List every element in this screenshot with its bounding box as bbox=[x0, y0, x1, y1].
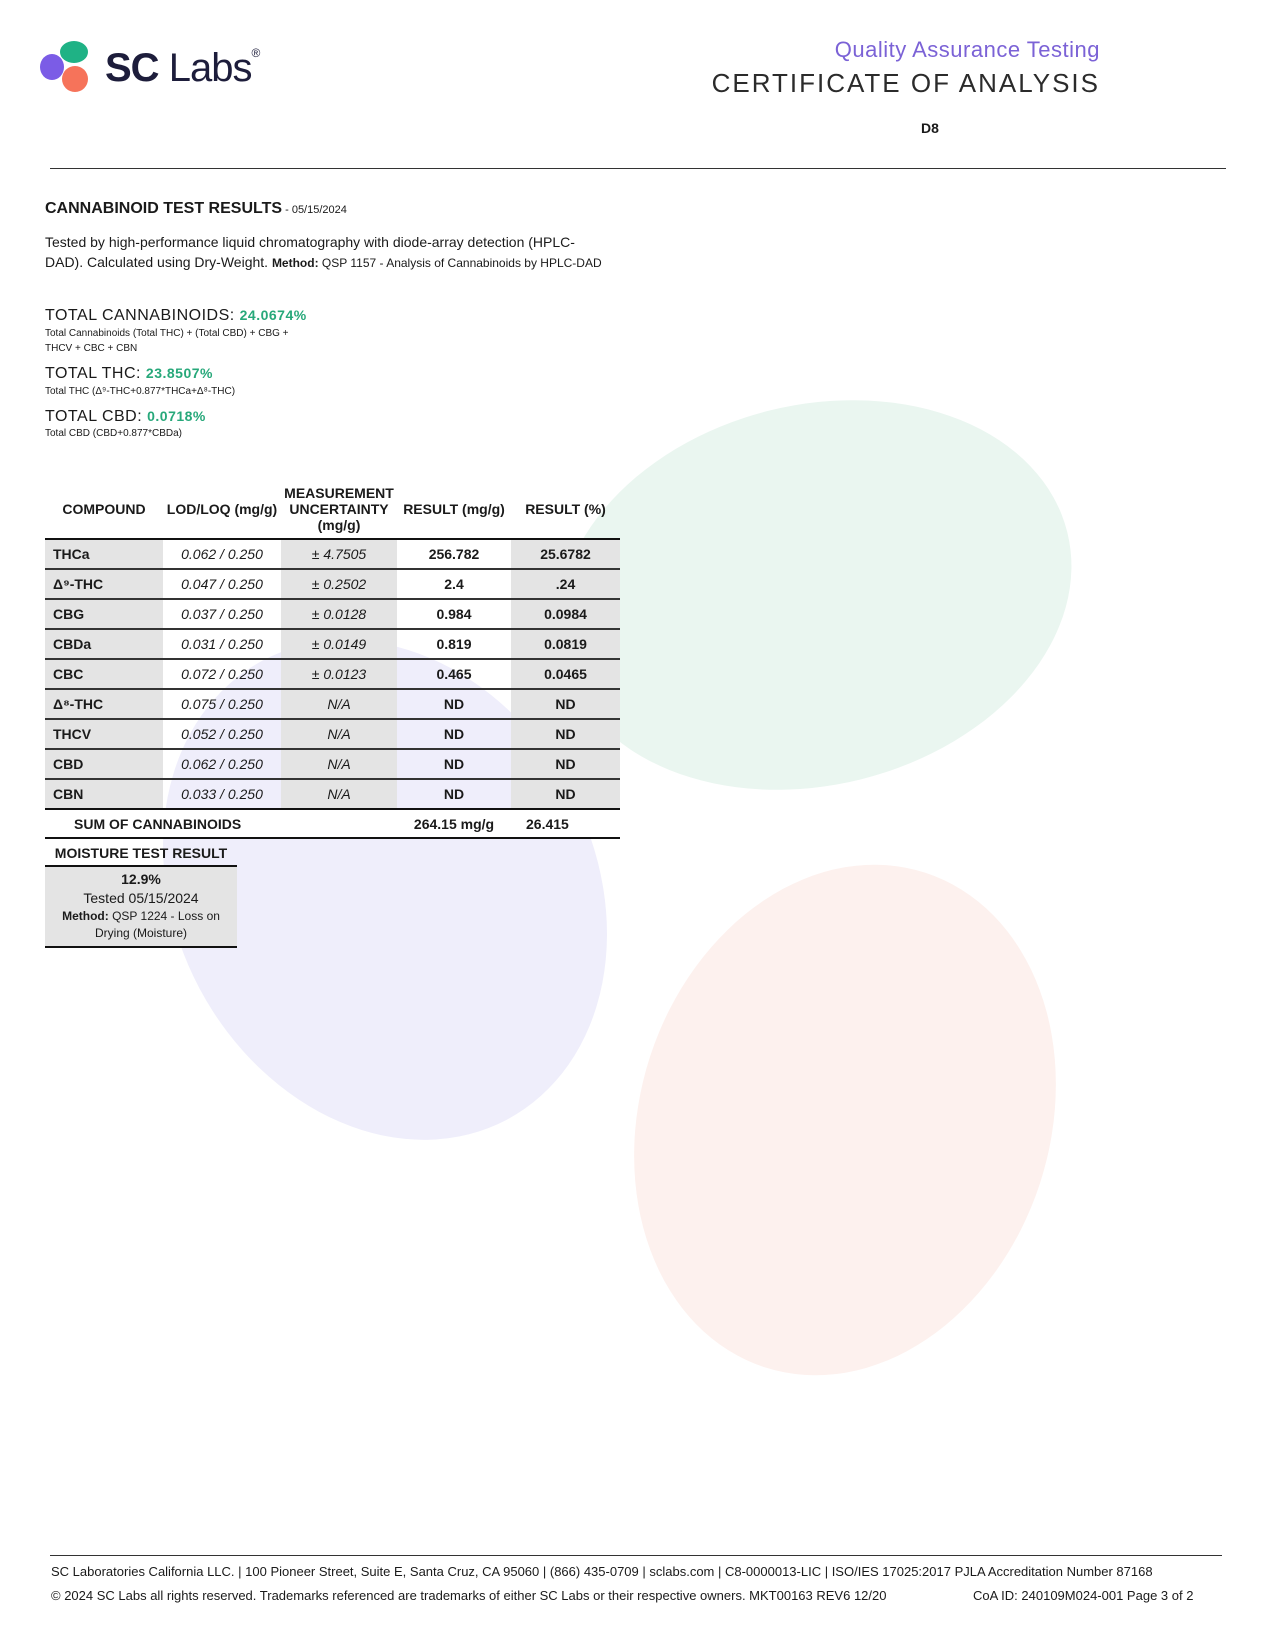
sum-pct: 26.415 bbox=[511, 809, 620, 838]
uncertainty-cell: ± 0.0149 bbox=[281, 629, 397, 659]
column-header: LOD/LOQ (mg/g) bbox=[166, 501, 278, 517]
result-pct-cell: 25.6782 bbox=[511, 539, 620, 569]
table-row bbox=[45, 599, 620, 629]
moisture-method: Method: QSP 1224 - Loss on Drying (Moisture) bbox=[62, 909, 220, 940]
compound-cell: CBDa bbox=[45, 629, 163, 659]
header-subtitle: Quality Assurance Testing bbox=[834, 37, 1100, 62]
table-row bbox=[45, 569, 620, 599]
total-cannabinoids-formula: Total Cannabinoids (Total THC) + (Total CBD) + CBG + THCV + CBC + CBN bbox=[45, 328, 289, 354]
cannabinoid-results-table bbox=[45, 480, 620, 839]
uncertainty-cell: ± 0.0123 bbox=[281, 659, 397, 689]
section-date: - 05/15/2024 bbox=[282, 204, 347, 216]
lod-loq-cell: 0.062 / 0.250 bbox=[163, 749, 281, 779]
footer-divider bbox=[50, 1555, 1222, 1556]
total-cbd-formula: Total CBD (CBD+0.877*CBDa) bbox=[45, 428, 182, 439]
result-mg-cell: ND bbox=[397, 779, 511, 809]
section-title: CANNABINOID TEST RESULTS - 05/15/2024 bbox=[45, 200, 347, 217]
logo-dot-orange bbox=[62, 66, 88, 92]
uncertainty-cell: ± 4.7505 bbox=[281, 539, 397, 569]
result-pct-cell: ND bbox=[511, 749, 620, 779]
compound-cell: Δ⁸-THC bbox=[45, 689, 163, 719]
column-header: MEASUREMENT UNCERTAINTY (mg/g) bbox=[284, 485, 394, 533]
table-row bbox=[45, 539, 620, 569]
result-pct-cell: 0.0819 bbox=[511, 629, 620, 659]
table-row bbox=[45, 659, 620, 689]
table-row bbox=[45, 749, 620, 779]
result-mg-cell: 0.465 bbox=[397, 659, 511, 689]
total-thc-formula: Total THC (Δ⁹-THC+0.877*THCa+Δ⁸-THC) bbox=[45, 386, 236, 397]
footer-copyright: © 2024 SC Labs all rights reserved. Trademarks referenced are trademarks of either SC Labs or their respective owners. MKT00163 REV6 12/20 bbox=[51, 1588, 887, 1603]
result-pct-cell: ND bbox=[511, 779, 620, 809]
section-description: Tested by high-performance liquid chromatography with diode-array detection (HPLC-DAD). Calculated using Dry-Weight. Method: QSP 1157 - Analysis of Cannabinoids by HPLC-DAD bbox=[45, 234, 602, 270]
header-divider bbox=[50, 168, 1226, 169]
column-header: RESULT (mg/g) bbox=[403, 501, 505, 517]
moisture-body bbox=[45, 867, 237, 948]
table-row bbox=[45, 629, 620, 659]
compound-cell: THCV bbox=[45, 719, 163, 749]
lod-loq-cell: 0.062 / 0.250 bbox=[163, 539, 281, 569]
result-pct-cell: 0.0984 bbox=[511, 599, 620, 629]
page-title: CERTIFICATE OF ANALYSIS bbox=[711, 68, 1100, 98]
compound-cell: Δ⁹-THC bbox=[45, 569, 163, 599]
uncertainty-cell: ± 0.0128 bbox=[281, 599, 397, 629]
sc-labs-logo bbox=[40, 40, 280, 100]
compound-cell: CBG bbox=[45, 599, 163, 629]
footer-company-info: SC Laboratories California LLC. | 100 Pioneer Street, Suite E, Santa Cruz, CA 95060 | (866) 435-0709 | sclabs.com | C8-0000013-LIC | ISO/IES 17025:2017 PJLA Accreditation Number 87168 bbox=[51, 1564, 1153, 1579]
moisture-value: 12.9% bbox=[121, 871, 161, 887]
table-row bbox=[45, 779, 620, 809]
result-mg-cell: ND bbox=[397, 689, 511, 719]
sum-row bbox=[45, 809, 620, 838]
total-cbd: TOTAL CBD: 0.0718% bbox=[45, 408, 206, 425]
background-blob-peach bbox=[570, 809, 1121, 1430]
lod-loq-cell: 0.052 / 0.250 bbox=[163, 719, 281, 749]
sum-label: SUM OF CANNABINOIDS bbox=[45, 809, 397, 838]
lod-loq-cell: 0.033 / 0.250 bbox=[163, 779, 281, 809]
table-row bbox=[45, 689, 620, 719]
lod-loq-cell: 0.072 / 0.250 bbox=[163, 659, 281, 689]
footer-coa-id: CoA ID: 240109M024-001 Page 3 of 2 bbox=[973, 1588, 1194, 1603]
column-header: RESULT (%) bbox=[525, 501, 606, 517]
total-cannabinoids: TOTAL CANNABINOIDS: 24.0674% bbox=[45, 307, 307, 324]
uncertainty-cell: N/A bbox=[281, 719, 397, 749]
result-mg-cell: 0.984 bbox=[397, 599, 511, 629]
result-mg-cell: 2.4 bbox=[397, 569, 511, 599]
logo-dot-green bbox=[60, 41, 88, 63]
lod-loq-cell: 0.047 / 0.250 bbox=[163, 569, 281, 599]
uncertainty-cell: N/A bbox=[281, 689, 397, 719]
total-thc: TOTAL THC: 23.8507% bbox=[45, 365, 213, 382]
logo-wordmark: SC Labs® bbox=[105, 46, 260, 90]
result-pct-cell: 0.0465 bbox=[511, 659, 620, 689]
uncertainty-cell: N/A bbox=[281, 779, 397, 809]
table-row bbox=[45, 719, 620, 749]
sample-name: D8 bbox=[921, 120, 939, 136]
uncertainty-cell: ± 0.2502 bbox=[281, 569, 397, 599]
logo-dot-purple bbox=[40, 54, 64, 80]
lod-loq-cell: 0.037 / 0.250 bbox=[163, 599, 281, 629]
result-pct-cell: ND bbox=[511, 719, 620, 749]
column-header: COMPOUND bbox=[62, 501, 146, 517]
lod-loq-cell: 0.031 / 0.250 bbox=[163, 629, 281, 659]
result-mg-cell: ND bbox=[397, 749, 511, 779]
result-mg-cell: 256.782 bbox=[397, 539, 511, 569]
compound-cell: CBD bbox=[45, 749, 163, 779]
result-pct-cell: .24 bbox=[511, 569, 620, 599]
compound-cell: CBC bbox=[45, 659, 163, 689]
sum-mg: 264.15 mg/g bbox=[397, 809, 511, 838]
compound-cell: CBN bbox=[45, 779, 163, 809]
table-header-row bbox=[45, 480, 620, 539]
moisture-result-box bbox=[45, 842, 237, 948]
uncertainty-cell: N/A bbox=[281, 749, 397, 779]
moisture-title: MOISTURE TEST RESULT bbox=[45, 842, 237, 867]
lod-loq-cell: 0.075 / 0.250 bbox=[163, 689, 281, 719]
result-pct-cell: ND bbox=[511, 689, 620, 719]
result-mg-cell: 0.819 bbox=[397, 629, 511, 659]
compound-cell: THCa bbox=[45, 539, 163, 569]
moisture-tested-date: Tested 05/15/2024 bbox=[83, 890, 199, 906]
result-mg-cell: ND bbox=[397, 719, 511, 749]
